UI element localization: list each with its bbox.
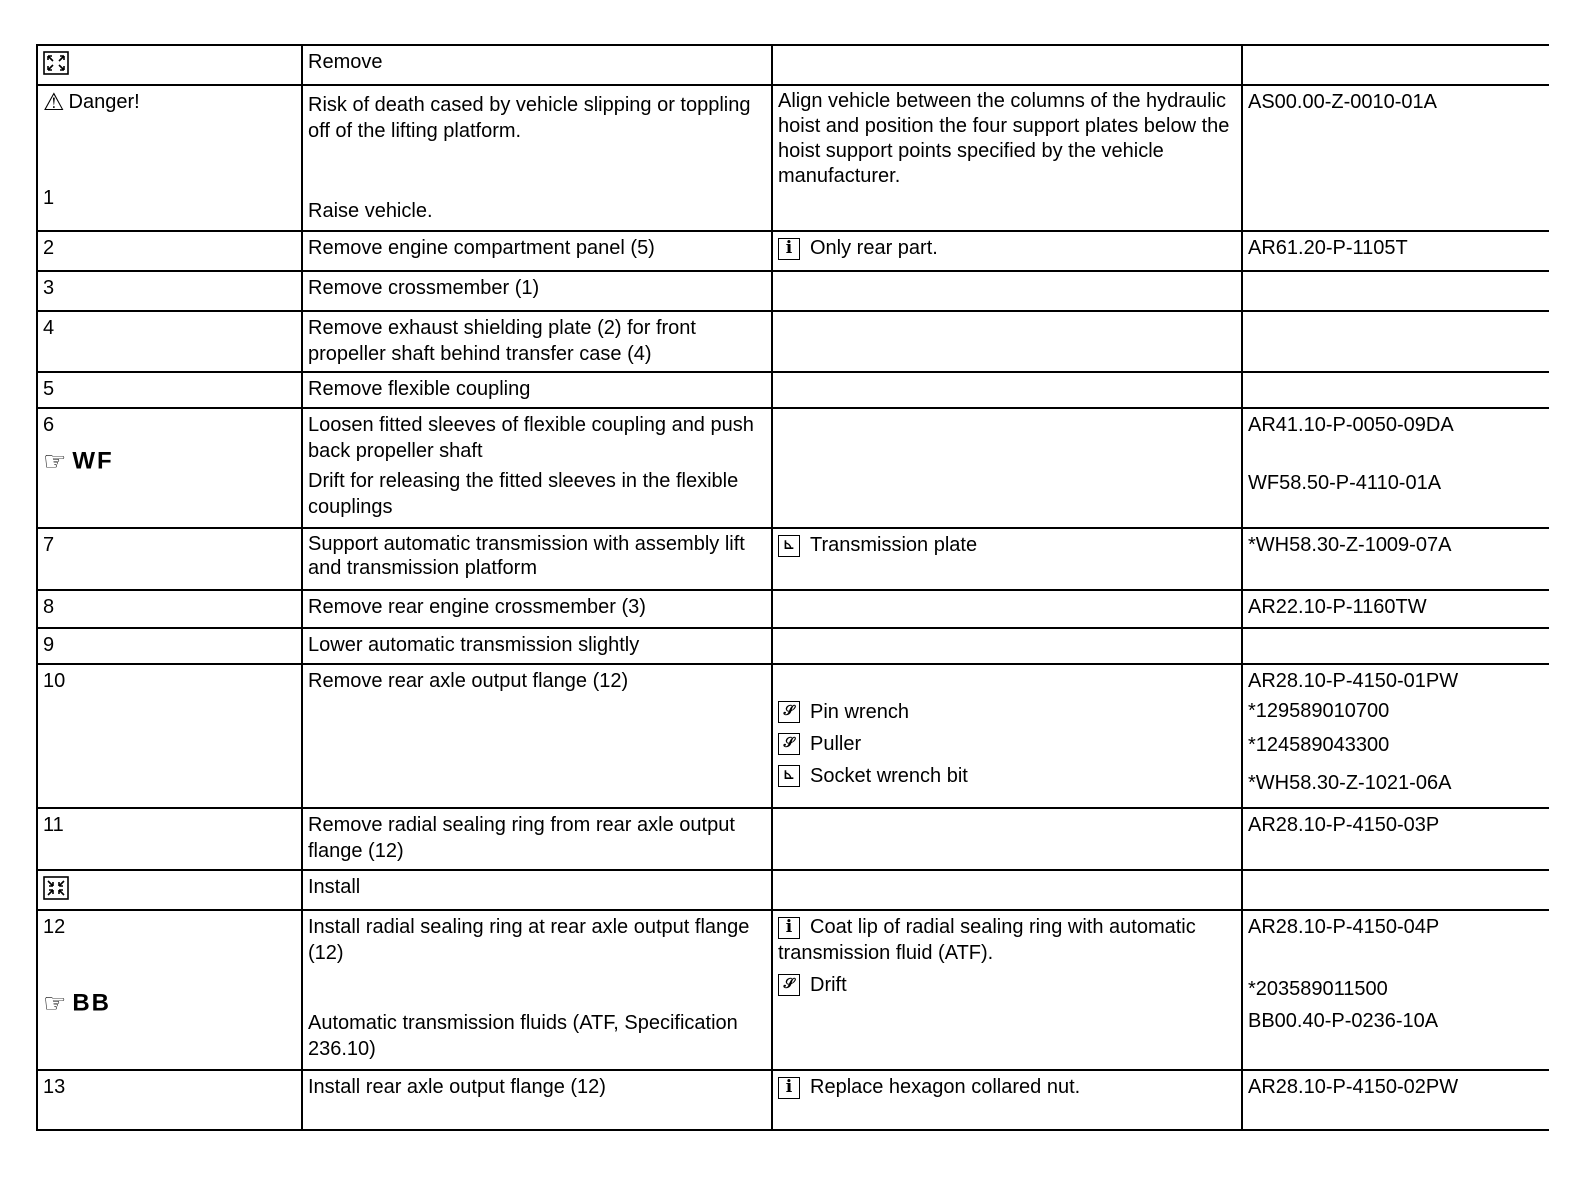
- reference-code: *WH58.30-Z-1021-06A: [1248, 772, 1452, 794]
- reference-code: AR28.10-P-4150-03P: [1242, 808, 1549, 870]
- info-icon: i: [778, 917, 800, 939]
- reference-code: AR61.20-P-1105T: [1242, 231, 1549, 271]
- reference-code: AR22.10-P-1160TW: [1242, 590, 1549, 628]
- table-row: [37, 1070, 1549, 1130]
- reference-code: BB00.40-P-0236-10A: [1248, 1010, 1439, 1032]
- step-number: 9: [37, 628, 302, 664]
- pointing-hand-icon: ☞: [43, 988, 67, 1019]
- step-number: 12: [43, 916, 66, 938]
- step-text: Remove flexible coupling: [302, 372, 772, 408]
- tool-name: Pin wrench: [810, 701, 909, 723]
- table-row: [37, 45, 1549, 85]
- step-number: 1: [43, 187, 55, 209]
- special-tool-icon: 𝒮: [778, 974, 800, 996]
- step-text: Remove rear engine crossmember (3): [302, 590, 772, 628]
- wf-text: Drift for releasing the fitted sleeves in the flexible couplings: [308, 470, 739, 518]
- step-text: Remove rear axle output flange (12): [302, 664, 772, 808]
- bb-text: Automatic transmission fluids (ATF, Specification 236.10): [308, 1012, 738, 1060]
- section-install-label: Install: [302, 870, 772, 910]
- reference-code: WF58.50-P-4110-01A: [1248, 472, 1442, 494]
- warning-triangle-icon: ⚠: [43, 88, 65, 116]
- step-number: 10: [37, 664, 302, 808]
- tool-line: [778, 699, 1236, 725]
- table-row: [37, 910, 1549, 1070]
- step-number: 4: [37, 311, 302, 372]
- table-row: [37, 808, 1549, 870]
- tool-line: [778, 972, 1236, 998]
- step-note: Coat lip of radial sealing ring with automatic transmission fluid (ATF).: [778, 916, 1196, 964]
- step-note: Only rear part.: [810, 237, 938, 259]
- step-number: 13: [37, 1070, 302, 1130]
- step-number: 5: [37, 372, 302, 408]
- tool-name: Puller: [810, 733, 862, 755]
- step-number: 2: [37, 231, 302, 271]
- procedure-table: [36, 44, 1549, 1131]
- table-row: [37, 628, 1549, 664]
- reference-code: AS00.00-Z-0010-01A: [1242, 85, 1549, 231]
- step-text: Install rear axle output flange (12): [302, 1070, 772, 1130]
- tool-line: [778, 731, 1236, 757]
- step-text: Remove crossmember (1): [302, 271, 772, 311]
- reference-code: AR28.10-P-4150-01PW: [1248, 670, 1459, 692]
- info-icon: i: [778, 238, 800, 260]
- section-remove-label: Remove: [302, 45, 772, 85]
- step-number: 3: [37, 271, 302, 311]
- reference-code: *WH58.30-Z-1009-07A: [1242, 528, 1549, 590]
- tool-name: Socket wrench bit: [810, 765, 968, 787]
- reference-code: AR41.10-P-0050-09DA: [1248, 414, 1454, 436]
- reference-code: *124589043300: [1248, 734, 1390, 756]
- step-number: 7: [37, 528, 302, 590]
- step-text: Loosen fitted sleeves of flexible coupling and push back propeller shaft: [308, 414, 754, 462]
- workshop-ref-wrap: [43, 448, 296, 475]
- step-text: Raise vehicle.: [308, 200, 433, 222]
- remove-icon: [43, 51, 69, 75]
- table-row: [37, 85, 1549, 231]
- pointing-hand-icon: ☞: [43, 446, 67, 477]
- tool-name: Transmission plate: [810, 534, 978, 556]
- workshop-equipment-icon: ⊾: [778, 765, 800, 787]
- table-row: [37, 664, 1549, 808]
- danger-risk-text: Risk of death cased by vehicle slipping or toppling off of the lifting platform.: [308, 94, 751, 142]
- procedure-document: [36, 44, 1549, 1141]
- tool-line: [778, 763, 1236, 789]
- special-tool-icon: 𝒮: [778, 733, 800, 755]
- step-number: 6: [43, 414, 55, 436]
- bb-label: BB: [72, 989, 111, 1017]
- table-row: [37, 231, 1549, 271]
- table-row: [37, 870, 1549, 910]
- reference-code: *129589010700: [1248, 700, 1390, 722]
- step-note: Replace hexagon collared nut.: [810, 1076, 1081, 1098]
- install-icon: [43, 876, 69, 900]
- danger-notice: Align vehicle between the columns of the hydraulic hoist and position the four support plates below the hoist support points specified by the vehicle manufacturer.: [772, 85, 1242, 231]
- table-row: [37, 311, 1549, 372]
- step-text: Remove radial sealing ring from rear axle output flange (12): [302, 808, 772, 870]
- workshop-equipment-icon: ⊾: [778, 535, 800, 557]
- table-row: [37, 590, 1549, 628]
- step-text: Lower automatic transmission slightly: [302, 628, 772, 664]
- step-text: Support automatic transmission with assembly lift and transmission platform: [302, 528, 772, 590]
- tool-name: Drift: [810, 974, 847, 996]
- note-wrap: [778, 914, 1236, 966]
- table-row: [37, 528, 1549, 590]
- reference-code: *203589011500: [1248, 978, 1388, 1000]
- wf-label: WF: [72, 447, 114, 475]
- table-row: [37, 372, 1549, 408]
- special-tool-icon: 𝒮: [778, 701, 800, 723]
- table-row: [37, 271, 1549, 311]
- step-text: Install radial sealing ring at rear axle output flange (12): [308, 916, 750, 964]
- reference-code: AR28.10-P-4150-04P: [1248, 916, 1440, 938]
- fluid-ref-wrap: [43, 990, 296, 1017]
- info-icon: i: [778, 1077, 800, 1099]
- step-text: Remove exhaust shielding plate (2) for front propeller shaft behind transfer case (4): [302, 311, 772, 372]
- danger-label: Danger!: [68, 91, 140, 113]
- step-text: Remove engine compartment panel (5): [302, 231, 772, 271]
- danger-label-wrap: [43, 89, 296, 115]
- reference-code: AR28.10-P-4150-02PW: [1242, 1070, 1549, 1130]
- table-row: [37, 408, 1549, 528]
- step-number: 11: [37, 808, 302, 870]
- step-number: 8: [37, 590, 302, 628]
